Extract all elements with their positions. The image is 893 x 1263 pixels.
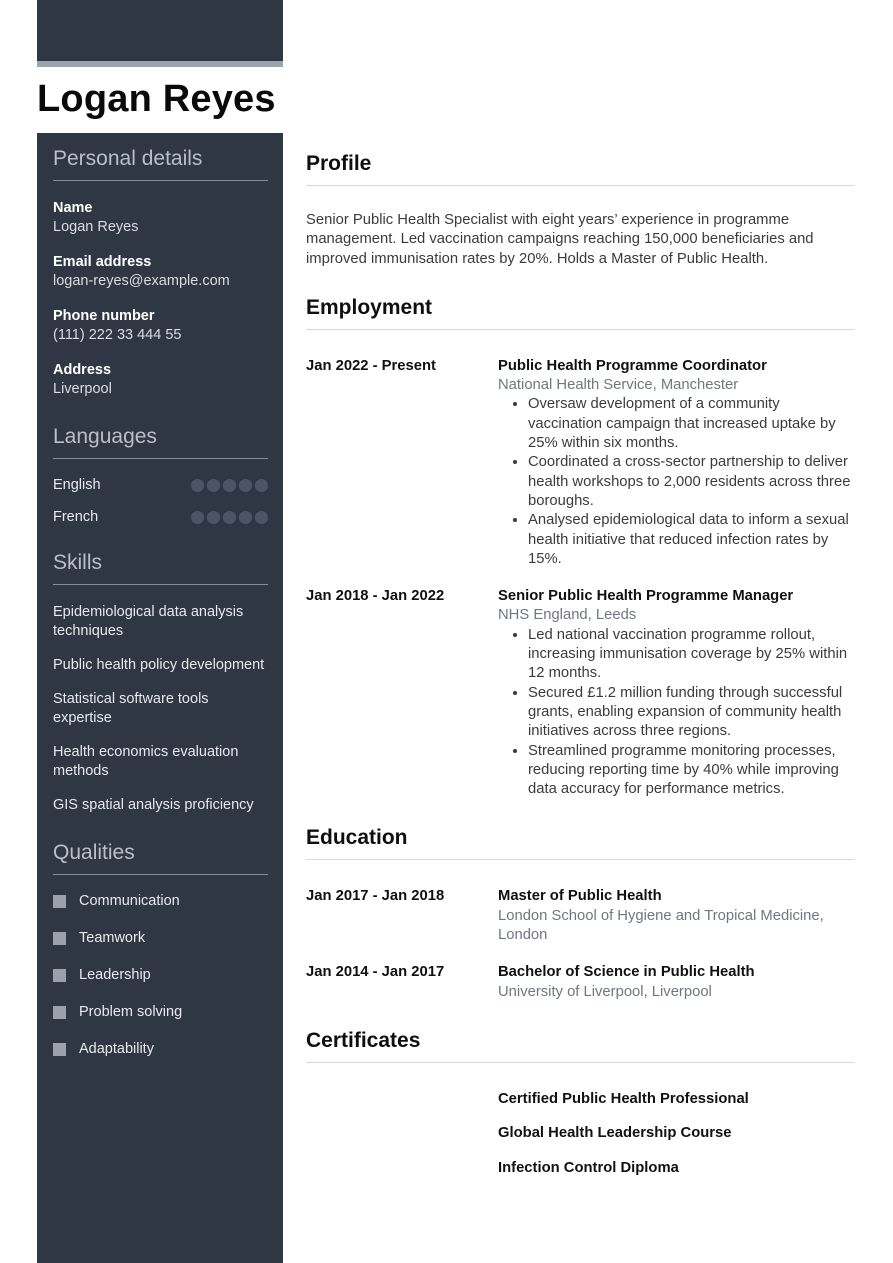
school-name: London School of Hygiene and Tropical Medicine, London <box>498 907 824 944</box>
skill-item: Epidemiological data analysis techniques <box>53 604 244 639</box>
field-name <box>53 199 268 237</box>
employment-body <box>498 587 855 799</box>
job-bullet: • Analysed epidemiological data to inform a sexual health initiative that reduced infection rates by 15%. <box>528 511 855 569</box>
field-label: Email address <box>53 254 152 270</box>
square-bullet-icon <box>53 1006 66 1019</box>
certificate-date-spacer <box>306 1090 498 1109</box>
languages-heading: Languages <box>53 425 268 459</box>
square-bullet-icon <box>53 969 66 982</box>
square-bullet-icon <box>53 895 66 908</box>
quality-label: Teamwork <box>79 930 146 946</box>
quality-label: Problem solving <box>79 1004 183 1020</box>
level-dot-icon <box>207 511 220 524</box>
quality-row <box>53 1004 268 1020</box>
job-title: Public Health Programme Coordinator <box>498 357 767 374</box>
job-bullet: • Secured £1.2 million funding through successful grants, enabling expansion of community health initiatives across three regions. <box>528 684 855 742</box>
level-dot-icon <box>255 511 268 524</box>
quality-row <box>53 893 268 909</box>
employment-entry <box>306 587 855 799</box>
language-row <box>53 477 268 493</box>
photo-strip <box>37 61 283 67</box>
personal-details-heading: Personal details <box>53 147 268 181</box>
quality-label: Leadership <box>79 967 151 983</box>
education-entry <box>306 887 855 945</box>
education-section <box>306 826 855 1001</box>
square-bullet-icon <box>53 1043 66 1056</box>
quality-row <box>53 1041 268 1057</box>
field-value: Liverpool <box>53 381 112 397</box>
level-dot-icon <box>207 479 220 492</box>
language-label: English <box>53 477 101 493</box>
language-level-dots <box>191 511 268 524</box>
certificate-name: Global Health Leadership Course <box>498 1125 732 1142</box>
profile-text: Senior Public Health Specialist with eight years’ experience in programme management. Led vaccination campaigns reaching 150,000 beneficiaries and improved immunisation rates by 20%. Holds a Master of Public Health. <box>306 212 814 267</box>
level-dot-icon <box>191 511 204 524</box>
degree-title: Bachelor of Science in Public Health <box>498 964 755 981</box>
skill-item: Health economics evaluation methods <box>53 744 239 779</box>
sidebar <box>37 133 283 1263</box>
level-dot-icon <box>223 511 236 524</box>
profile-section <box>306 152 855 269</box>
education-heading: Education <box>306 826 408 850</box>
job-bullet: • Oversaw development of a community vaccination campaign that increased uptake by 25% within six months. <box>528 395 855 453</box>
skills-heading: Skills <box>53 551 268 585</box>
photo-area <box>37 0 283 61</box>
certificate-name: Certified Public Health Professional <box>498 1090 749 1107</box>
employment-heading: Employment <box>306 295 433 319</box>
certificate-entry <box>306 1124 855 1143</box>
level-dot-icon <box>223 479 236 492</box>
quality-row <box>53 930 268 946</box>
certificate-name: Infection Control Diploma <box>498 1159 679 1176</box>
skills-section <box>53 551 268 815</box>
education-body <box>498 963 855 1002</box>
employment-section <box>306 296 855 800</box>
job-bullet: • Led national vaccination programme rollout, increasing immunisation coverage by 25% within 12 months. <box>528 626 855 684</box>
certificates-heading: Certificates <box>306 1028 421 1052</box>
job-bullets <box>498 395 855 569</box>
language-row <box>53 509 268 525</box>
main-content <box>306 152 855 1178</box>
candidate-name: Logan Reyes <box>37 78 276 120</box>
field-email <box>53 253 268 291</box>
level-dot-icon <box>255 479 268 492</box>
skill-item: Statistical software tools expertise <box>53 691 209 726</box>
education-dates: Jan 2017 - Jan 2018 <box>306 888 445 905</box>
certificate-entry <box>306 1090 855 1109</box>
employment-dates: Jan 2018 - Jan 2022 <box>306 588 445 605</box>
education-dates: Jan 2014 - Jan 2017 <box>306 964 445 981</box>
photo-placeholder <box>37 0 283 67</box>
level-dot-icon <box>239 511 252 524</box>
field-label: Name <box>53 200 93 216</box>
field-label: Phone number <box>53 308 155 324</box>
education-body <box>498 887 855 945</box>
level-dot-icon <box>239 479 252 492</box>
section-divider <box>306 329 855 330</box>
section-divider <box>306 1062 855 1063</box>
square-bullet-icon <box>53 932 66 945</box>
quality-label: Communication <box>79 893 180 909</box>
degree-title: Master of Public Health <box>498 888 662 905</box>
school-name: University of Liverpool, Liverpool <box>498 983 712 1000</box>
job-bullet: • Coordinated a cross-sector partnership to deliver health workshops to 2,000 residents across three boroughs. <box>528 453 855 511</box>
job-bullet: • Streamlined programme monitoring processes, reducing reporting time by 40% while improving data accuracy for performance metrics. <box>528 742 855 800</box>
job-company: NHS England, Leeds <box>498 607 637 624</box>
field-phone <box>53 307 268 345</box>
certificates-section <box>306 1029 855 1178</box>
profile-heading: Profile <box>306 152 372 175</box>
field-label: Address <box>53 362 112 378</box>
section-divider <box>306 185 855 186</box>
job-company: National Health Service, Manchester <box>498 377 739 394</box>
field-value: Logan Reyes <box>53 219 139 235</box>
qualities-section <box>53 841 268 1057</box>
field-address <box>53 361 268 399</box>
employment-entry <box>306 357 855 569</box>
language-level-dots <box>191 479 268 492</box>
languages-section <box>53 425 268 525</box>
skill-item: GIS spatial analysis proficiency <box>53 797 254 813</box>
job-bullets <box>498 626 855 800</box>
skill-item: Public health policy development <box>53 657 265 673</box>
qualities-heading: Qualities <box>53 841 268 875</box>
quality-row <box>53 967 268 983</box>
field-value: (111) 222 33 444 55 <box>53 327 182 343</box>
certificate-date-spacer <box>306 1159 498 1178</box>
personal-details-section <box>53 147 268 399</box>
level-dot-icon <box>191 479 204 492</box>
employment-body <box>498 357 855 569</box>
section-divider <box>306 859 855 860</box>
language-label: French <box>53 509 99 525</box>
quality-label: Adaptability <box>79 1041 154 1057</box>
education-entry <box>306 963 855 1002</box>
job-title: Senior Public Health Programme Manager <box>498 588 794 605</box>
certificate-date-spacer <box>306 1124 498 1143</box>
certificate-entry <box>306 1159 855 1178</box>
field-value: logan-reyes@example.com <box>53 273 230 289</box>
employment-dates: Jan 2022 - Present <box>306 357 436 374</box>
